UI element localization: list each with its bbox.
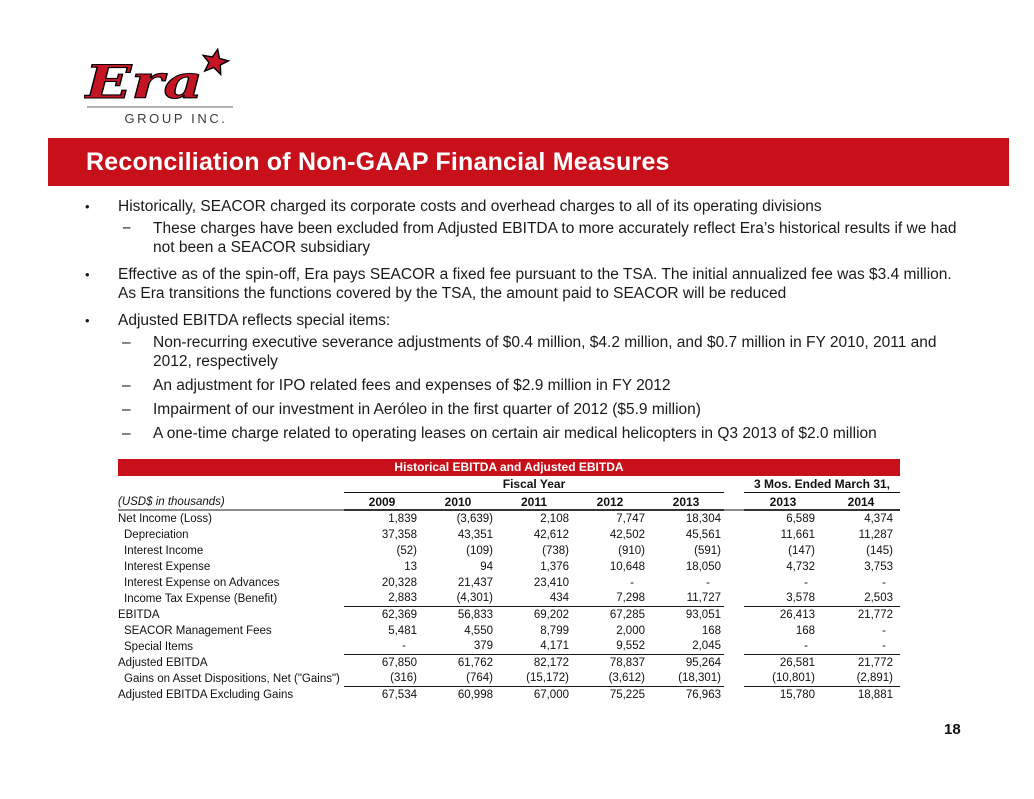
cell-value: - bbox=[804, 577, 808, 589]
cell-value: (3,639) bbox=[456, 513, 493, 525]
cell-value: 45,561 bbox=[685, 529, 721, 541]
bullet-row bbox=[85, 265, 963, 303]
sub-bullet-item bbox=[122, 424, 963, 443]
cell-value: 78,837 bbox=[609, 657, 645, 669]
cell-value: 2,503 bbox=[822, 591, 900, 607]
cell-value: 69,202 bbox=[533, 609, 569, 621]
bullet-marker: • bbox=[85, 199, 90, 214]
table-row bbox=[118, 687, 900, 703]
cell-value: 1,839 bbox=[388, 513, 417, 525]
row-label: SEACOR Management Fees bbox=[124, 625, 272, 637]
row-label: Interest Expense bbox=[124, 561, 211, 573]
title-banner bbox=[48, 138, 1009, 186]
fiscal-year-column-header: 2009 bbox=[344, 491, 420, 511]
row-label: Depreciation bbox=[124, 529, 189, 541]
sub-bullet-item bbox=[122, 333, 963, 371]
sub-bullet-list bbox=[122, 333, 963, 443]
cell-value: (15,172) bbox=[496, 671, 572, 687]
sub-bullet-item bbox=[122, 400, 963, 419]
cell-value: 20,328 bbox=[381, 577, 417, 589]
table-row bbox=[118, 543, 900, 559]
table-row bbox=[118, 639, 900, 655]
cell-value: 1,376 bbox=[540, 561, 569, 573]
table-row bbox=[118, 671, 900, 687]
sub-bullet-text: Impairment of our investment in Aeróleo in the first quarter of 2012 ($5.9 million) bbox=[153, 401, 701, 418]
sub-bullet-marker: − bbox=[122, 220, 132, 237]
sub-bullet-item bbox=[122, 376, 963, 395]
era-group-logo bbox=[84, 48, 236, 128]
cell-value: 3,578 bbox=[744, 591, 822, 607]
cell-value: (316) bbox=[344, 671, 420, 687]
column-gap bbox=[724, 591, 744, 607]
cell-value: (591) bbox=[694, 545, 721, 557]
cell-value: (145) bbox=[866, 545, 893, 557]
cell-value: (2,891) bbox=[822, 671, 900, 687]
cell-value: - bbox=[744, 639, 822, 655]
cell-value: 67,850 bbox=[381, 657, 417, 669]
column-gap bbox=[724, 511, 744, 527]
row-label: Adjusted EBITDA Excluding Gains bbox=[118, 689, 294, 701]
logo-subtitle: GROUP INC. bbox=[124, 111, 228, 126]
sub-bullet-marker: – bbox=[122, 425, 131, 442]
cell-value: - bbox=[706, 577, 710, 589]
cell-value: 168 bbox=[795, 625, 815, 637]
column-gap bbox=[724, 559, 744, 575]
cell-value: 11,287 bbox=[858, 529, 893, 541]
sub-bullet-list bbox=[122, 219, 963, 257]
fiscal-year-column-header: 2010 bbox=[420, 491, 496, 511]
fiscal-year-column-header: 2013 bbox=[648, 491, 724, 511]
bullet-text: Effective as of the spin-off, Era pays SEACOR a fixed fee pursuant to the TSA. The initial annualized fee was $3.4 million. As Era transitions the functions covered by the TSA, the amount paid to SEACOR will be reduced bbox=[118, 266, 952, 302]
cell-value: 21,437 bbox=[457, 577, 493, 589]
sub-bullet-text: An adjustment for IPO related fees and expenses of $2.9 million in FY 2012 bbox=[153, 377, 671, 394]
column-gap bbox=[724, 687, 744, 703]
cell-value: 67,285 bbox=[609, 609, 645, 621]
spacer bbox=[724, 491, 744, 511]
row-label: Gains on Asset Dispositions, Net ("Gains") bbox=[124, 673, 340, 685]
bullet-item bbox=[85, 265, 963, 303]
table-row bbox=[118, 591, 900, 607]
bullet-item bbox=[85, 197, 963, 257]
bullet-list bbox=[85, 197, 963, 451]
cell-value: 6,589 bbox=[786, 513, 815, 525]
sub-bullet-item bbox=[122, 219, 963, 257]
cell-value: 11,661 bbox=[780, 529, 815, 541]
column-gap bbox=[724, 639, 744, 655]
cell-value: (147) bbox=[788, 545, 815, 557]
cell-value: - bbox=[882, 625, 886, 637]
table-row bbox=[118, 527, 900, 543]
fiscal-year-column-header: 2011 bbox=[496, 491, 572, 511]
sub-bullet-text: Non-recurring executive severance adjustments of $0.4 million, $4.2 million, and $0.7 million in FY 2010, 2011 and 2012, respectively bbox=[153, 334, 937, 370]
table-title-bar: Historical EBITDA and Adjusted EBITDA bbox=[118, 459, 900, 476]
era-logo-graphic bbox=[84, 48, 236, 128]
cell-value: 11,727 bbox=[648, 591, 724, 607]
cell-value: 26,581 bbox=[779, 657, 815, 669]
cell-value: - bbox=[882, 577, 886, 589]
column-gap bbox=[724, 671, 744, 687]
cell-value: 61,762 bbox=[457, 657, 493, 669]
cell-value: (3,612) bbox=[572, 671, 648, 687]
svg-text:Era: Era bbox=[84, 55, 203, 109]
page-number: 18 bbox=[944, 721, 961, 738]
cell-value: (109) bbox=[466, 545, 493, 557]
cell-value: 75,225 bbox=[609, 689, 645, 701]
quarter-column-header: 2013 bbox=[744, 491, 822, 511]
row-label: Income Tax Expense (Benefit) bbox=[124, 593, 278, 605]
cell-value: 5,481 bbox=[388, 625, 417, 637]
cell-value: (4,301) bbox=[420, 591, 496, 607]
cell-value: 62,369 bbox=[381, 609, 417, 621]
cell-value: 42,502 bbox=[609, 529, 645, 541]
fiscal-year-group-header: Fiscal Year bbox=[344, 477, 724, 493]
cell-value: 4,374 bbox=[864, 513, 893, 525]
cell-value: 2,000 bbox=[616, 625, 645, 637]
cell-value: 13 bbox=[404, 561, 417, 573]
column-gap bbox=[724, 607, 744, 623]
row-label: Interest Expense on Advances bbox=[124, 577, 280, 589]
cell-value: 2,108 bbox=[540, 513, 569, 525]
column-gap bbox=[724, 543, 744, 559]
bullet-text: Adjusted EBITDA reflects special items: bbox=[118, 312, 391, 329]
table-body bbox=[118, 511, 900, 703]
bullet-row bbox=[85, 197, 963, 216]
cell-value: 7,298 bbox=[572, 591, 648, 607]
row-label: Special Items bbox=[124, 641, 194, 653]
cell-value: 94 bbox=[480, 561, 493, 573]
cell-value: 18,050 bbox=[685, 561, 721, 573]
row-label: Interest Income bbox=[124, 545, 204, 557]
cell-value: (764) bbox=[420, 671, 496, 687]
bullet-marker: • bbox=[85, 313, 90, 328]
cell-value: 18,304 bbox=[685, 513, 721, 525]
cell-value: (18,301) bbox=[648, 671, 724, 687]
cell-value: 21,772 bbox=[857, 609, 893, 621]
cell-value: 379 bbox=[420, 639, 496, 655]
table-year-header-row bbox=[118, 493, 900, 511]
cell-value: 26,413 bbox=[779, 609, 815, 621]
column-gap bbox=[724, 527, 744, 543]
table-row bbox=[118, 607, 900, 623]
fiscal-year-column-header: 2012 bbox=[572, 491, 648, 511]
cell-value: 37,358 bbox=[381, 529, 417, 541]
cell-value: 82,172 bbox=[533, 657, 569, 669]
cell-value: 168 bbox=[701, 625, 721, 637]
ebitda-table bbox=[118, 459, 900, 703]
quarter-column-header: 2014 bbox=[822, 491, 900, 511]
cell-value: 4,171 bbox=[496, 639, 572, 655]
cell-value: 67,000 bbox=[533, 689, 569, 701]
cell-value: 2,883 bbox=[344, 591, 420, 607]
cell-value: - bbox=[822, 639, 900, 655]
bullet-text: Historically, SEACOR charged its corporate costs and overhead charges to all of its operating divisions bbox=[118, 198, 822, 215]
cell-value: 8,799 bbox=[540, 625, 569, 637]
table-row bbox=[118, 511, 900, 527]
cell-value: 95,264 bbox=[685, 657, 721, 669]
cell-value: 4,732 bbox=[786, 561, 815, 573]
cell-value: - bbox=[344, 639, 420, 655]
cell-value: 10,648 bbox=[609, 561, 645, 573]
sub-bullet-text: These charges have been excluded from Adjusted EBITDA to more accurately reflect Era’s historical results if we had not been a SEACOR subsidiary bbox=[153, 220, 957, 256]
cell-value: 67,534 bbox=[381, 689, 417, 701]
cell-value: - bbox=[630, 577, 634, 589]
sub-bullet-marker: – bbox=[122, 401, 131, 418]
cell-value: 3,753 bbox=[864, 561, 893, 573]
table-row bbox=[118, 655, 900, 671]
cell-value: 2,045 bbox=[648, 639, 724, 655]
cell-value: 60,998 bbox=[457, 689, 493, 701]
cell-value: 9,552 bbox=[572, 639, 648, 655]
cell-value: 76,963 bbox=[685, 689, 721, 701]
sub-bullet-text: A one-time charge related to operating leases on certain air medical helicopters in Q3 2013 of $2.0 million bbox=[153, 425, 877, 442]
cell-value: 15,780 bbox=[779, 689, 815, 701]
units-label: (USD$ in thousands) bbox=[118, 491, 344, 511]
bullet-marker: • bbox=[85, 267, 90, 282]
cell-value: 42,612 bbox=[533, 529, 569, 541]
cell-value: (10,801) bbox=[744, 671, 822, 687]
era-star-icon bbox=[200, 48, 230, 75]
table-row bbox=[118, 575, 900, 591]
era-script-text bbox=[84, 55, 203, 109]
row-label: Net Income (Loss) bbox=[118, 513, 212, 525]
table-row bbox=[118, 623, 900, 639]
cell-value: 93,051 bbox=[685, 609, 721, 621]
cell-value: 43,351 bbox=[457, 529, 493, 541]
slide-title: Reconciliation of Non-GAAP Financial Measures bbox=[86, 147, 670, 176]
sub-bullet-marker: – bbox=[122, 334, 131, 351]
row-label: Adjusted EBITDA bbox=[118, 657, 208, 669]
cell-value: 4,550 bbox=[464, 625, 493, 637]
cell-value: 23,410 bbox=[533, 577, 569, 589]
cell-value: 18,881 bbox=[857, 689, 893, 701]
cell-value: (910) bbox=[618, 545, 645, 557]
column-gap bbox=[724, 655, 744, 671]
cell-value: (52) bbox=[396, 545, 417, 557]
bullet-item bbox=[85, 311, 963, 443]
bullet-row bbox=[85, 311, 963, 330]
cell-value: 21,772 bbox=[857, 657, 893, 669]
sub-bullet-marker: – bbox=[122, 377, 131, 394]
three-months-group-header: 3 Mos. Ended March 31, bbox=[744, 477, 900, 493]
column-gap bbox=[724, 623, 744, 639]
cell-value: 56,833 bbox=[457, 609, 493, 621]
cell-value: 434 bbox=[496, 591, 572, 607]
cell-value: 7,747 bbox=[616, 513, 645, 525]
column-gap bbox=[724, 575, 744, 591]
table-row bbox=[118, 559, 900, 575]
row-label: EBITDA bbox=[118, 609, 160, 621]
cell-value: (738) bbox=[542, 545, 569, 557]
